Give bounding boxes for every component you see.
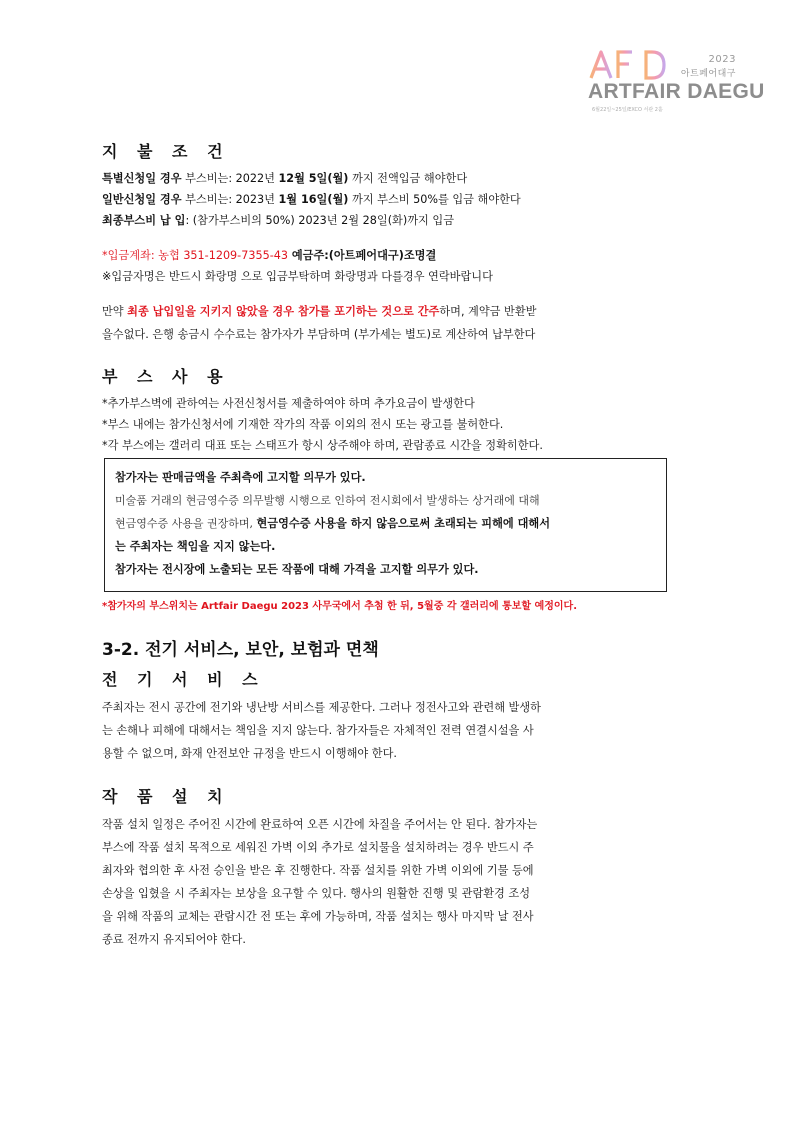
bank-account: [102, 245, 667, 266]
notice-line: 는 주최자는 책임을 지지 않는다.: [115, 540, 276, 553]
logo-year: 2023: [708, 54, 736, 65]
payment-heading: 지 불 조 건: [102, 142, 230, 161]
deadline-warning-emphasis: 최종 납입일을 지키지 않았을 경우 참가를 포기하는 것으로 간주: [127, 305, 440, 318]
logo-brand-name: ARTFAIR DAEGU: [588, 80, 765, 103]
logo-korean-name: 아트페어대구: [680, 69, 736, 79]
booth-rule: *각 부스에는 갤러리 대표 또는 스태프가 항시 상주해야 하며, 관람종료 시간을 정확히한다.: [102, 439, 543, 452]
install-paragraph: 작품 설치 일정은 주어진 시간에 완료하여 오픈 시간에 차질을 주어서는 안 된다. 참가자는 부스에 작품 설치 목적으로 세워진 가벽 이외 추가로 설치물을 설치하려는 경우 반드시 주 최자와 협의한 후 사전 승인을 받은 후 진행한다. 작품 설치를 위한 가벽 이외에 기물 등에 손상을 입혔을 시 주최자는 보상을 요구할 수 있다. 행사의 원활한 진행 및 관람환경 조성 을 위해 작품의 교체는 관람시간 전 또는 후에 가능하며, 작품 설치는 행사 마지막 날 전사 종료 전까지 유지되어야 한다.: [102, 818, 538, 946]
document-content: [102, 140, 667, 951]
sales-notice-box: [104, 458, 667, 592]
electric-heading: 전 기 서 비 스: [102, 670, 265, 689]
booth-rule: *추가부스벽에 관하여는 사전신청서를 제출하여야 하며 추가요금이 발생한다: [102, 397, 475, 410]
account-holder: 예금주:(아트페어대구)조명결: [287, 249, 437, 262]
booth-rule: *부스 내에는 참가신청서에 기재한 작가의 작품 이외의 전시 또는 광고를 불허한다.: [102, 418, 504, 431]
deadline-warning: 만약 최종 납입일을 지키지 않았을 경우 참가를 포기하는 것으로 간주하며, 계약금 반환받: [102, 305, 537, 318]
account-note: ※입금자명은 반드시 화랑명 으로 입금부탁하며 화랑명과 다를경우 연락바랍니다: [102, 270, 493, 283]
afd-logo-mark-icon: [588, 48, 668, 82]
artfair-daegu-logo: [588, 48, 765, 120]
payment-row: 일반신청일 경우 부스비는: 2023년 1월 16일(월) 까지 부스비 50%를 입금 해야한다: [102, 193, 521, 206]
notice-line: 참가자는 판매금액을 주최측에 고지할 의무가 있다.: [115, 471, 366, 484]
bank-account-number: *입금계좌: 농협 351-1209-7355-43: [102, 249, 288, 262]
logo-dates: 6월22일~25일/EXCO 서관 2홀: [592, 107, 663, 113]
deadline-warning-cont: 을수없다. 은행 송금시 수수료는 참가자가 부담하며 (부가세는 별도)로 계산하여 납부한다: [102, 328, 536, 341]
notice-line: 참가자는 전시장에 노출되는 모든 작품에 대해 가격을 고지할 의무가 있다.: [115, 563, 479, 576]
booth-heading: 부 스 사 용: [102, 367, 230, 386]
notice-line: 현금영수증 사용을 권장하며, 현금영수증 사용을 하지 않음으로써 초래되는 피해에 대해서: [115, 517, 551, 530]
install-heading: 작 품 설 치: [102, 787, 230, 806]
payment-row: 최종부스비 납 입: (참가부스비의 50%) 2023년 2월 28일(화)까지 입금: [102, 214, 455, 227]
payment-row: 특별신청일 경우 부스비는: 2022년 12월 5일(월) 까지 전액입금 해야한다: [102, 172, 468, 185]
electric-paragraph: 주최자는 전시 공간에 전기와 냉난방 서비스를 제공한다. 그러나 정전사고와 관련해 발생하 는 손해나 피해에 대해서는 책임을 지지 않는다. 참가자들은 자체적인 전력 연결시설을 사 용할 수 없으며, 화재 안전보안 규정을 반드시 이행해야 한다.: [102, 701, 541, 760]
booth-location-note: *참가자의 부스위치는 Artfair Daegu 2023 사무국에서 추첨 한 뒤, 5월중 각 갤러리에 통보할 예정이다.: [102, 601, 578, 612]
chapter-title: 3-2. 전기 서비스, 보안, 보험과 면책: [102, 640, 379, 660]
notice-line: 미술품 거래의 현금영수증 의무발행 시행으로 인하여 전시회에서 발생하는 상거래에 대해: [115, 494, 540, 507]
